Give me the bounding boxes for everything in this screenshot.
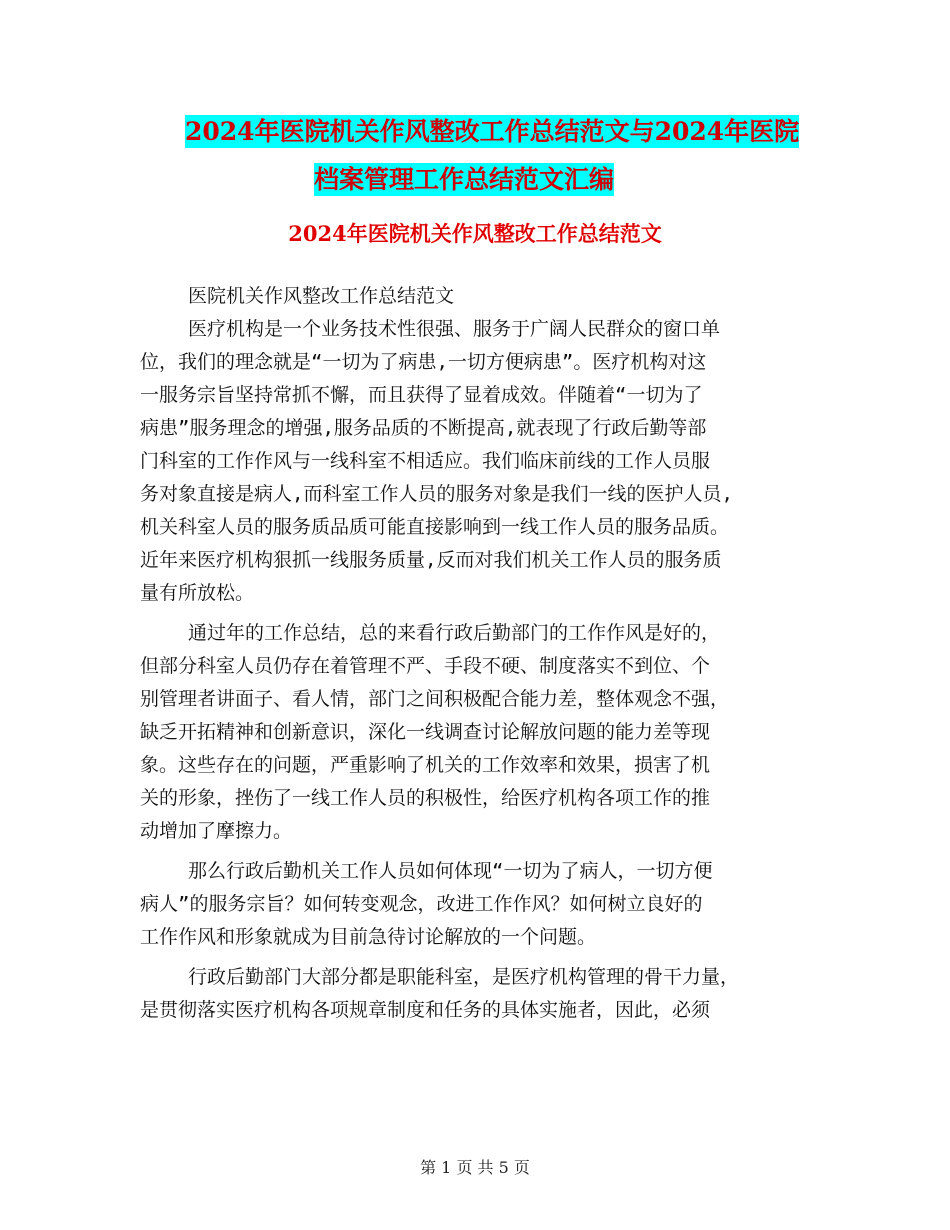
text-line: 但部分科室人员仍存在着管理不严、手段不硬、制度落实不到位、个 [140, 655, 711, 677]
paragraph [140, 961, 816, 1027]
section-heading: 2024年医院机关作风整改工作总结范文 [288, 221, 662, 246]
text-line: 是贯彻落实医疗机构各项规章制度和任务的具体实施者，因此，必须 [140, 999, 711, 1021]
text-line: 病人”的服务宗旨？如何转变观念，改进工作作风？如何树立良好的 [140, 893, 703, 915]
text-line: 行政后勤部门大部分都是职能科室，是医疗机构管理的骨干力量， [188, 966, 740, 988]
text-line: 位，我们的理念就是“一切为了病患,一切方便病患”。医疗机构对这 [140, 351, 707, 373]
text-line: 医院机关作风整改工作总结范文 [188, 285, 455, 307]
text-line: 量有所放松。 [140, 582, 255, 604]
text-line: 医疗机构是一个业务技术性很强、服务于广阔人民群众的窗口单 [188, 318, 721, 340]
text-line: 一服务宗旨坚持常抓不懈，而且获得了显着成效。伴随着“一切为了 [140, 384, 703, 406]
paragraph [140, 280, 816, 313]
text-line: 机关科室人员的服务质品质可能直接影响到一线工作人员的服务品质。 [140, 516, 730, 538]
title-line-1: 2024年医院机关作风整改工作总结范文与2024年医院 [185, 117, 800, 146]
title-line-2: 档案管理工作总结范文汇编 [314, 165, 615, 194]
text-line: 务对象直接是病人,而科室工作人员的服务对象是我们一线的医护人员, [140, 483, 733, 505]
text-line: 通过年的工作总结，总的来看行政后勤部门的工作作风是好的， [188, 622, 721, 644]
text-line: 动增加了摩擦力。 [140, 820, 293, 842]
page-footer: 第 1 页 共 5 页 [420, 1158, 530, 1177]
paragraph [140, 313, 816, 610]
text-line: 近年来医疗机构狠抓一线服务质量,反而对我们机关工作人员的服务质 [140, 549, 722, 571]
paragraph [140, 617, 816, 848]
document-title [140, 108, 840, 204]
text-line: 象。这些存在的问题，严重影响了机关的工作效率和效果，损害了机 [140, 754, 711, 776]
text-line: 病患”服务理念的增强,服务品质的不断提高,就表现了行政后勤等部 [140, 417, 707, 439]
text-line: 工作作风和形象就成为目前急待讨论解放的一个问题。 [140, 926, 597, 948]
text-line: 别管理者讲面子、看人情，部门之间积极配合能力差，整体观念不强， [140, 688, 730, 710]
text-line: 那么行政后勤机关工作人员如何体现“一切为了病人，一切方便 [188, 860, 713, 882]
text-line: 门科室的工作作风与一线科室不相适应。我们临床前线的工作人员服 [140, 450, 711, 472]
text-line: 关的形象，挫伤了一线工作人员的积极性，给医疗机构各项工作的推 [140, 787, 711, 809]
paragraph [140, 855, 816, 954]
text-line: 缺乏开拓精神和创新意识，深化一线调查讨论解放问题的能力差等现 [140, 721, 711, 743]
document-body [140, 280, 816, 1027]
